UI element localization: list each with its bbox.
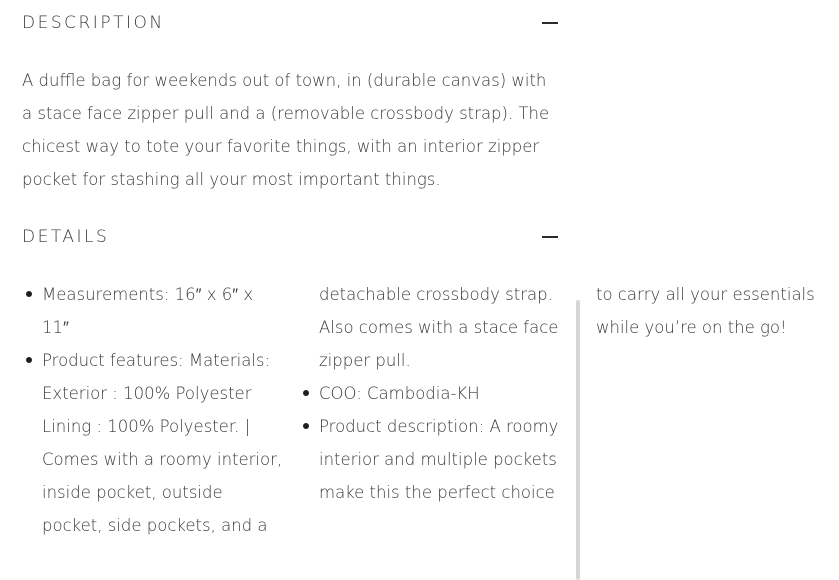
minus-icon[interactable] bbox=[542, 22, 558, 24]
details-item-coo: COO: Cambodia-KH bbox=[319, 377, 562, 410]
minus-icon[interactable] bbox=[542, 236, 558, 238]
details-list bbox=[22, 278, 815, 542]
details-item-measurements: Measurements: 16″ x 6″ x 11″ bbox=[42, 278, 285, 344]
details-title: DETAILS bbox=[22, 227, 110, 247]
details-header[interactable] bbox=[22, 222, 560, 252]
description-title: DESCRIPTION bbox=[22, 13, 165, 33]
scrollbar[interactable] bbox=[576, 300, 580, 580]
details-item-product-description: Product description: A roomy interior and multiple pockets make this the perfect choice to carry all your essentials while you’re on the go! bbox=[319, 278, 839, 542]
details-item-features: Product features: Materials: Exterior : 100% Polyester Lining : 100% Polyester. | Comes with a roomy interior, inside pocket, outside pocket, side pockets, and a detachable crossbody strap. Also comes with a stace face zipper pull. bbox=[42, 278, 562, 542]
description-text: A duffle bag for weekends out of town, in (durable canvas) with a stace face zipper pull and a (removable crossbody strap). The chicest way to tote your favorite things, with an interior zipper pocket for stashing all your most important things. bbox=[22, 71, 550, 189]
description-header[interactable] bbox=[22, 8, 560, 38]
